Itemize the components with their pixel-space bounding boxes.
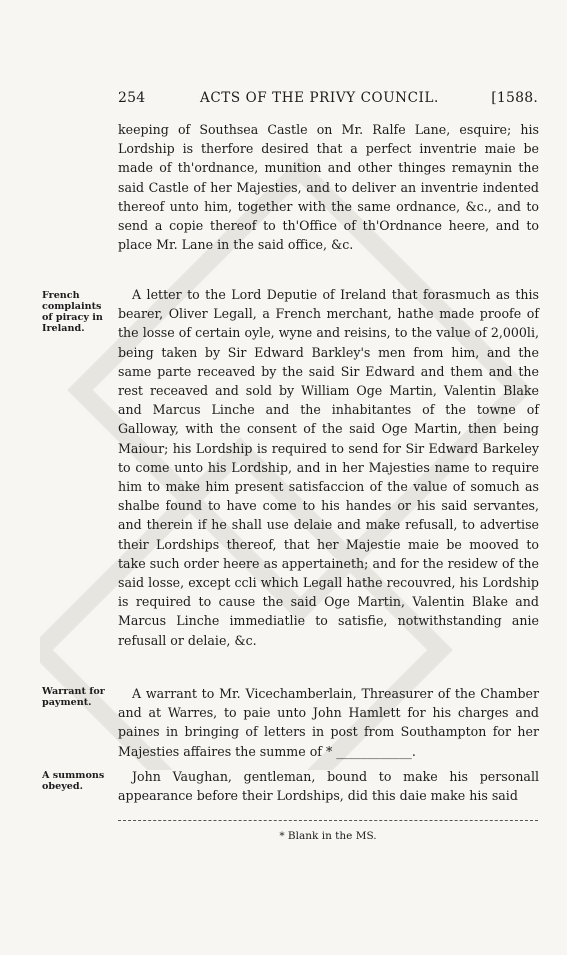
margin-note-summons: A summons obeyed. (42, 770, 105, 792)
paragraph-warrant: A warrant to Mr. Vicechamberlain, Threasurer of the Chamber and at Warres, to paie unto John Hamlett for his charges and paines in bringing of letters in post from Southampton for her Majesties affaires the summe of * ____________. (118, 686, 539, 759)
page-number: 254 (118, 90, 146, 106)
paragraph-summons: John Vaughan, gentleman, bound to make his personall appearance before their Lordships, did this daie make his said (118, 769, 539, 804)
running-title: ACTS OF THE PRIVY COUNCIL. (200, 90, 439, 106)
footnote: * Blank in the MS. (279, 830, 377, 842)
paragraph-lord-deputie: A letter to the Lord Deputie of Ireland that forasmuch as this bearer, Oliver Legall, a French merchant, hathe made proofe of the losse of certain oyle, wyne and reisins, to the value of 2,000li, being taken by Sir Edward Barkley's men from him, and the same parte receaved by the said Sir Edward and them and the rest receaved and sold by William Oge Martin, Valentin Blake and Marcus Linche and the inhabitantes of the towne of Galloway, with the consent of the said Oge Martin, then being Maiour; his Lordship is required to send for Sir Edward Barkeley to come unto his Lordship, and in her Majesties name to require him to make him present satisfaccion of the value of somuch as shalbe found to have come to his handes or his said servantes, and therein if he shall use delaie and make refusall, to advertise their Lordships thereof, that her Majestie maie be mooved to take such order heere as appertaineth; and for the residew of the said losse, except ccli which Legall hathe recouvred, his Lordship is required to cause the said Oge Martin, Valentin Blake and Marcus Linche immediatlie to satisfie, notwithstanding anie refusall or delaie, &c. (118, 287, 539, 648)
year-marker: [1588. (491, 90, 538, 106)
margin-note-french-complaints: French complaints of piracy in Ireland. (42, 290, 103, 334)
margin-note-warrant: Warrant for payment. (42, 686, 105, 708)
footnote-divider (118, 820, 538, 821)
running-header (118, 88, 538, 110)
paragraph-southsea: keeping of Southsea Castle on Mr. Ralfe Lane, esquire; his Lordship is therfore desired that a perfect inventrie maie be made of th'ordnance, munition and other thinges remaynin the said Castle of her Majesties, and to deliver an inventrie indented thereof unto him, together with the same ordnance, &c., and to send a copie thereof to th'Office of th'Ordnance heere, and to place Mr. Lane in the said office, &c. (118, 122, 539, 253)
